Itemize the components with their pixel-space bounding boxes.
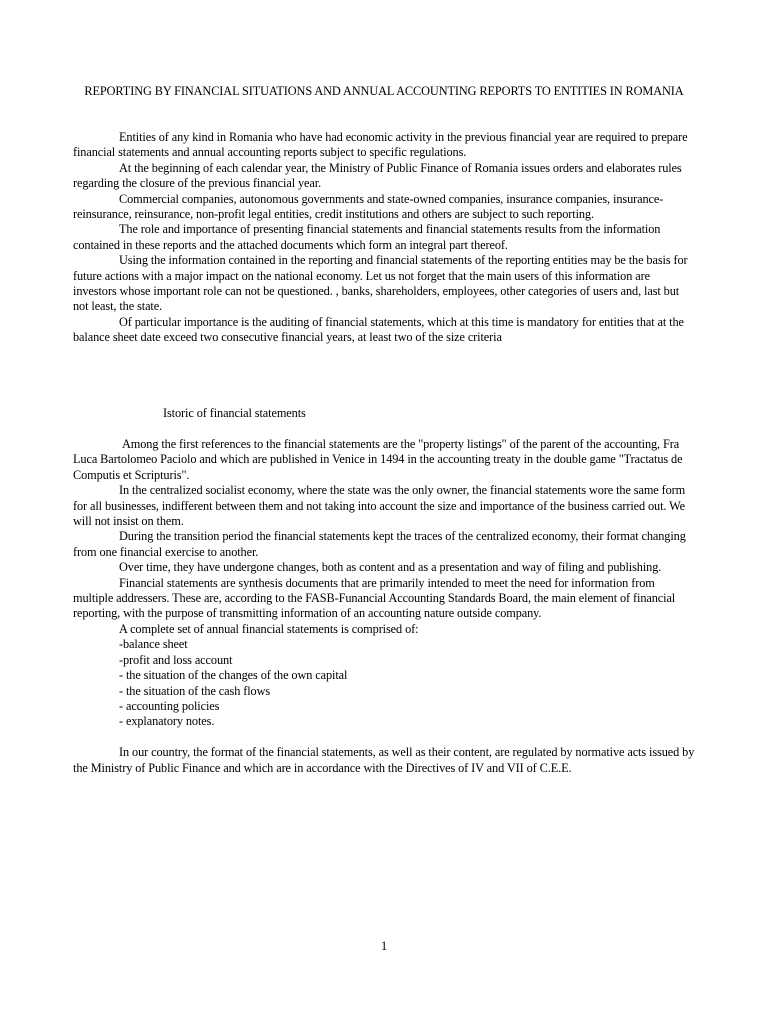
document-title: REPORTING BY FINANCIAL SITUATIONS AND ANNUAL ACCOUNTING REPORTS TO ENTITIES IN ROMANIA: [84, 84, 684, 98]
history-paragraph: During the transition period the financial statements kept the traces of the centralized economy, their format changing from one financial exercise to another.: [73, 529, 686, 559]
intro-section: [73, 130, 695, 346]
intro-paragraph: Commercial companies, autonomous governments and state-owned companies, insurance companies, insurance-reinsurance, reinsurance, non-profit legal entities, credit institutions and others are subject to such reporting.: [73, 191, 664, 222]
list-item: - explanatory notes.: [119, 714, 215, 729]
history-paragraph: In the centralized socialist economy, where the state was the only owner, the financial statements wore the same form for all businesses, indifferent between them and not taking into account the size and importance of the business carried out. We will not insist on them.: [73, 483, 686, 529]
intro-paragraph: Entities of any kind in Romania who have had economic activity in the previous financial year are required to prepare financial statements and annual accounting reports subject to specific regulations.: [73, 130, 688, 160]
intro-paragraph: Using the information contained in the reporting and financial statements of the reporting entities may be the basis for future actions with a major impact on the national economy. Let us not forget that the main users of this information are investors whose important role can not be questioned. , banks, shareholders, employees, other categories of users and, last but not least, the state.: [73, 253, 688, 314]
intro-paragraph: Of particular importance is the auditing of financial statements, which at this time is mandatory for entities that at the balance sheet date exceed two consecutive financial years, at least two of the size criteria: [73, 314, 684, 345]
list-item: - the situation of the cash flows: [119, 683, 271, 698]
list-item: -profit and loss account: [119, 652, 233, 667]
history-paragraph: Among the first references to the financial statements are the "property listings" of the parent of the accounting, Fra Luca Bartolomeo Paciolo and which are published in Venice in 1494 in the accounting treaty in the double game "Tractatus de Computis et Scripturis".: [73, 437, 686, 482]
history-paragraph: Financial statements are synthesis documents that are primarily intended to meet the need for information from multiple addressers. These are, according to the FASB-Funancial Accounting Standards Board, the main element of financial reporting, with the purpose of transmitting information of an accounting nature outside company.: [73, 575, 676, 621]
list-item: - accounting policies: [119, 698, 220, 713]
intro-paragraph: The role and importance of presenting financial statements and financial statements results from the information contained in these reports and the attached documents which form an integral part thereof.: [73, 222, 661, 252]
blank-line: [73, 730, 695, 745]
statement-list: [73, 637, 695, 729]
intro-paragraph: At the beginning of each calendar year, the Ministry of Public Finance of Romania issues orders and elaborates rules regarding the closure of the previous financial year.: [73, 160, 682, 191]
page-number: 1: [380, 939, 388, 953]
closing-paragraph: In our country, the format of the financial statements, as well as their content, are regulated by normative acts issued by the Ministry of Public Finance and which are in accordance with the Directives of IV and VII of C.E.E.: [73, 745, 695, 775]
list-item: -balance sheet: [119, 637, 188, 652]
history-section: [73, 437, 695, 776]
list-item: - the situation of the changes of the own capital: [119, 668, 348, 683]
history-paragraph: Over time, they have undergone changes, both as content and as a presentation and way of filing and publishing.: [119, 560, 662, 575]
section-heading: Istoric of financial statements: [163, 406, 306, 420]
history-paragraph: A complete set of annual financial statements is comprised of:: [119, 621, 419, 636]
